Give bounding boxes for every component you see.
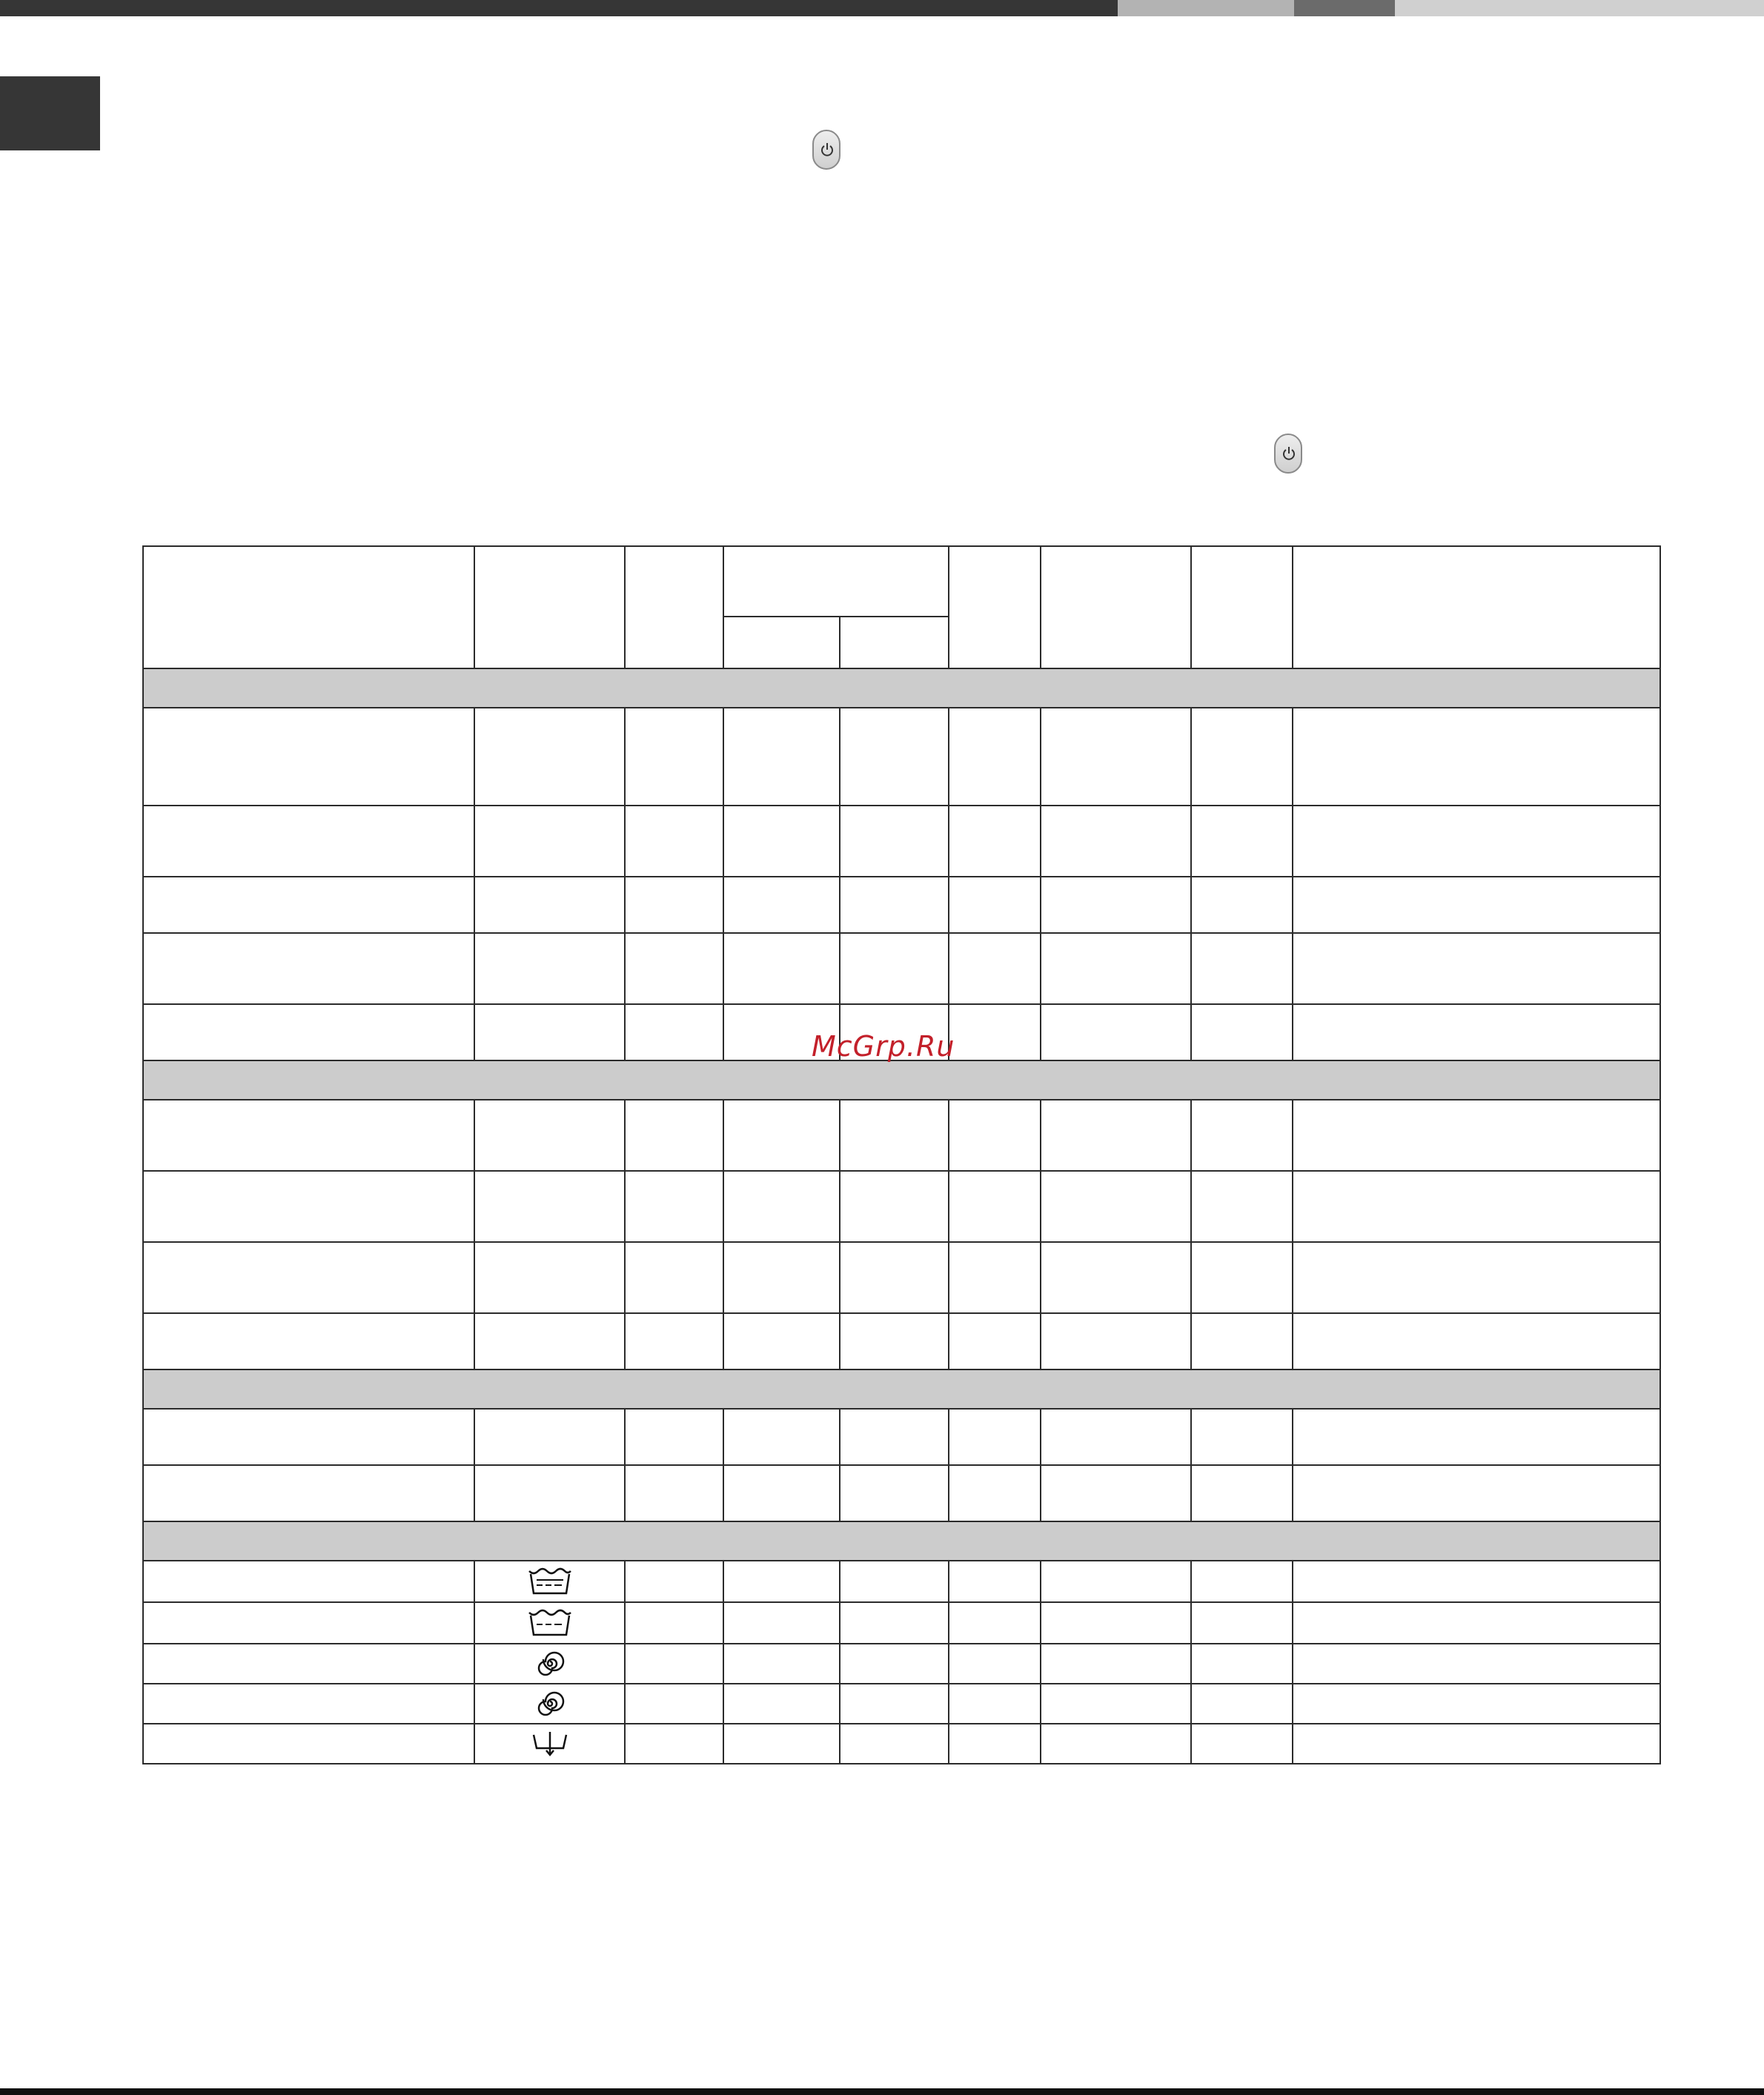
- language-tab: [0, 76, 100, 150]
- table-row: [143, 1561, 1660, 1602]
- table-row: [143, 1171, 1660, 1242]
- header-cell: [840, 617, 949, 668]
- section-row: [143, 1521, 1660, 1561]
- header-cell: [625, 546, 723, 668]
- wash-tub-gentle-icon: [526, 1608, 574, 1638]
- footer-bar: [0, 2088, 1764, 2095]
- table-row: [143, 933, 1660, 1004]
- spin-spiral-icon: [534, 1647, 566, 1680]
- power-button[interactable]: [812, 130, 840, 170]
- table-row: [143, 1724, 1660, 1764]
- power-icon: [820, 142, 835, 157]
- table-row: [143, 1684, 1660, 1724]
- header-cell: [143, 546, 474, 668]
- table-row: [143, 1409, 1660, 1465]
- table-row: [143, 1313, 1660, 1369]
- header-bar-light: [1118, 0, 1294, 16]
- table-row: [143, 1100, 1660, 1171]
- header-bar-dark: [0, 0, 1118, 16]
- section-row: [143, 1060, 1660, 1100]
- table-row: [143, 877, 1660, 933]
- power-icon: [1281, 446, 1296, 461]
- header-cell: [949, 546, 1041, 668]
- table-row: [143, 1465, 1660, 1521]
- header-bar-pale: [1395, 0, 1764, 16]
- table-row: [143, 1644, 1660, 1684]
- table-row: [143, 806, 1660, 877]
- header-cell: [1293, 546, 1660, 668]
- table-row: [143, 1242, 1660, 1313]
- section-row: [143, 1369, 1660, 1409]
- header-cell: [1191, 546, 1293, 668]
- spin-spiral-gentle-icon: [534, 1687, 566, 1720]
- drain-icon: [531, 1729, 569, 1759]
- section-row: [143, 668, 1660, 708]
- wash-tub-icon: [526, 1567, 574, 1596]
- header-cell: [1041, 546, 1191, 668]
- watermark: McGrp.Ru: [812, 1030, 955, 1063]
- table-header-row: [143, 546, 1660, 617]
- header-bar-mid: [1294, 0, 1395, 16]
- table-row: [143, 708, 1660, 806]
- header-cell: [723, 617, 840, 668]
- header-cell: [723, 546, 949, 617]
- power-button[interactable]: [1274, 434, 1302, 474]
- header-cell: [474, 546, 625, 668]
- table-row: [143, 1602, 1660, 1644]
- programme-table: [142, 545, 1661, 1764]
